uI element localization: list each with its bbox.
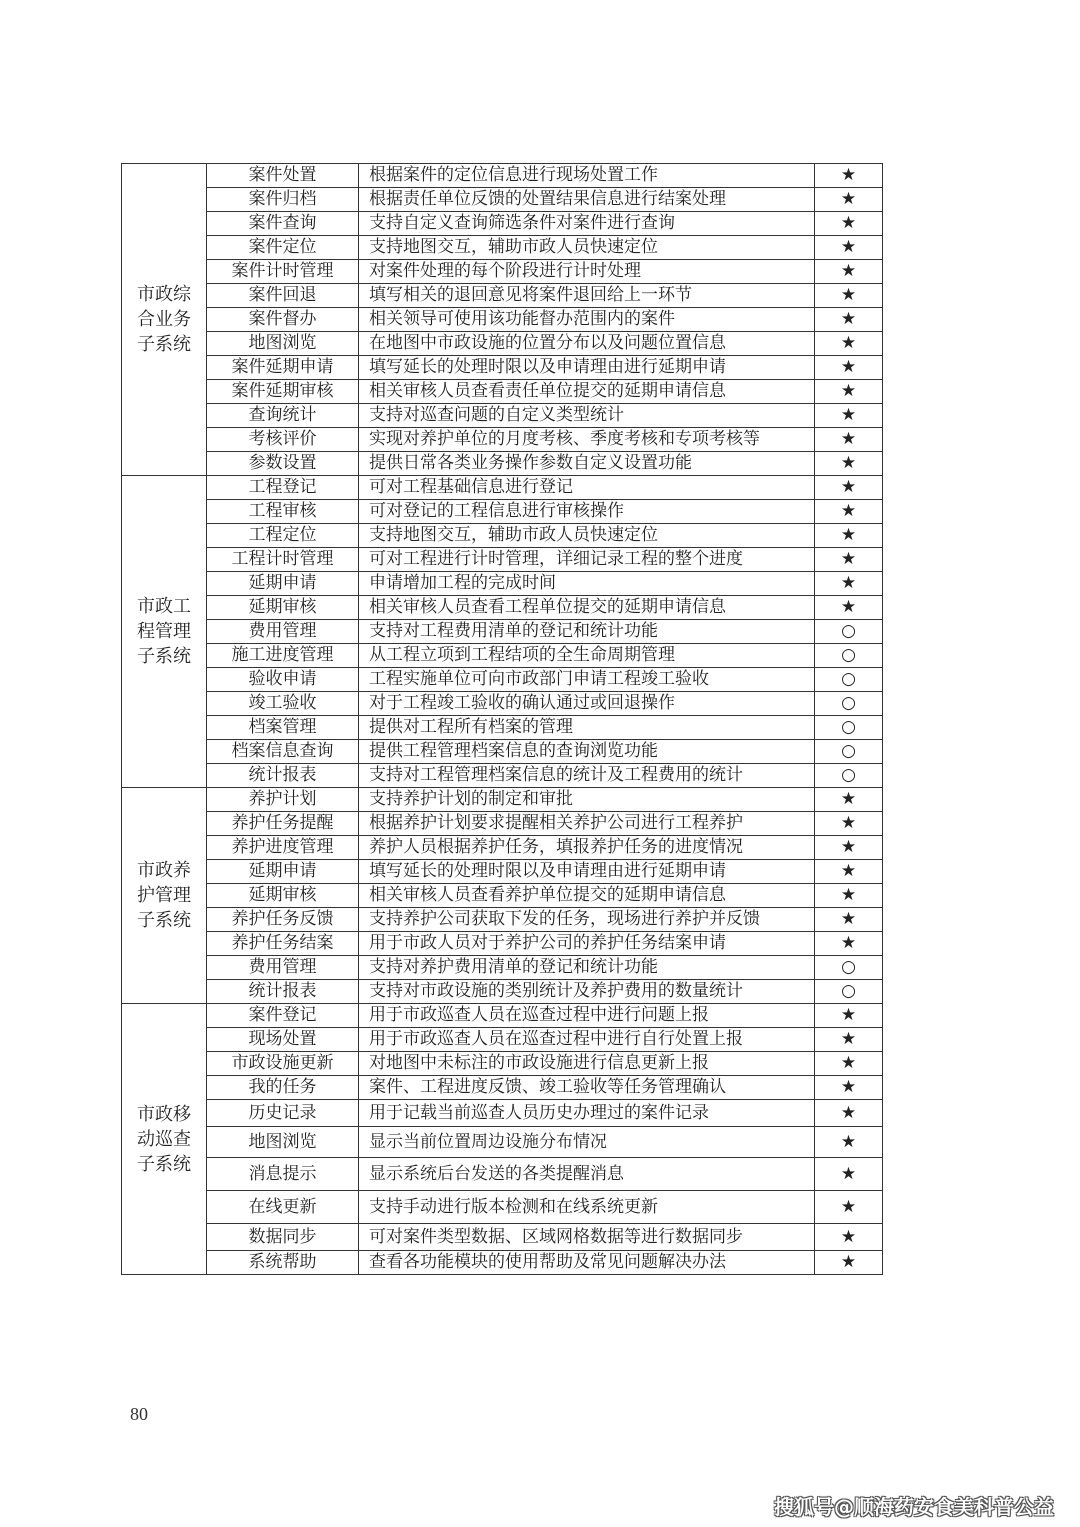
requirement-mark: ★ bbox=[815, 284, 883, 308]
table-row bbox=[122, 524, 883, 548]
requirement-mark: ★ bbox=[815, 164, 883, 188]
table-row bbox=[122, 1076, 883, 1100]
function-description: 可对案件类型数据、区域网格数据等进行数据同步 bbox=[359, 1224, 815, 1251]
function-description: 支持地图交互，辅助市政人员快速定位 bbox=[359, 524, 815, 548]
function-description: 从工程立项到工程结项的全生命周期管理 bbox=[359, 644, 815, 668]
function-name: 养护进度管理 bbox=[207, 836, 359, 860]
table-row bbox=[122, 692, 883, 716]
function-name: 案件定位 bbox=[207, 236, 359, 260]
requirement-mark: ★ bbox=[815, 1028, 883, 1052]
table-row bbox=[122, 1191, 883, 1224]
function-description: 根据案件的定位信息进行现场处置工作 bbox=[359, 164, 815, 188]
table-row bbox=[122, 812, 883, 836]
function-name: 我的任务 bbox=[207, 1076, 359, 1100]
function-description: 工程实施单位可向市政部门申请工程竣工验收 bbox=[359, 668, 815, 692]
requirement-mark: ★ bbox=[815, 356, 883, 380]
function-name: 案件处置 bbox=[207, 164, 359, 188]
table-row bbox=[122, 380, 883, 404]
function-name: 查询统计 bbox=[207, 404, 359, 428]
function-name: 施工进度管理 bbox=[207, 644, 359, 668]
requirement-mark: ★ bbox=[815, 1004, 883, 1028]
function-name: 延期审核 bbox=[207, 884, 359, 908]
function-name: 档案管理 bbox=[207, 716, 359, 740]
table-row bbox=[122, 980, 883, 1004]
table-row bbox=[122, 908, 883, 932]
subsystem-name: 市政养护管理子系统 bbox=[122, 788, 207, 1004]
function-description: 用于市政人员对于养护公司的养护任务结案申请 bbox=[359, 932, 815, 956]
table-row bbox=[122, 1127, 883, 1158]
function-description: 支持自定义查询筛选条件对案件进行查询 bbox=[359, 212, 815, 236]
function-name: 市政设施更新 bbox=[207, 1052, 359, 1076]
subsystem-name: 市政工程管理子系统 bbox=[122, 476, 207, 788]
function-description: 申请增加工程的完成时间 bbox=[359, 572, 815, 596]
table-row bbox=[122, 1004, 883, 1028]
function-name: 竣工验收 bbox=[207, 692, 359, 716]
requirement-mark: ★ bbox=[815, 596, 883, 620]
requirement-mark: ★ bbox=[815, 428, 883, 452]
function-name: 考核评价 bbox=[207, 428, 359, 452]
requirement-mark: ○ bbox=[815, 956, 883, 980]
function-name: 工程登记 bbox=[207, 476, 359, 500]
function-name: 案件归档 bbox=[207, 188, 359, 212]
requirement-mark: ○ bbox=[815, 668, 883, 692]
function-description: 可对登记的工程信息进行审核操作 bbox=[359, 500, 815, 524]
requirement-mark: ★ bbox=[815, 1100, 883, 1127]
table-row bbox=[122, 236, 883, 260]
requirement-mark: ★ bbox=[815, 836, 883, 860]
function-name: 地图浏览 bbox=[207, 332, 359, 356]
function-description: 实现对养护单位的月度考核、季度考核和专项考核等 bbox=[359, 428, 815, 452]
function-description: 用于记载当前巡查人员历史办理过的案件记录 bbox=[359, 1100, 815, 1127]
function-description: 相关审核人员查看养护单位提交的延期申请信息 bbox=[359, 884, 815, 908]
table-row bbox=[122, 1028, 883, 1052]
table-row bbox=[122, 764, 883, 788]
function-description: 支持对市政设施的类别统计及养护费用的数量统计 bbox=[359, 980, 815, 1004]
function-name: 案件延期申请 bbox=[207, 356, 359, 380]
requirement-mark: ★ bbox=[815, 332, 883, 356]
requirement-mark: ★ bbox=[815, 212, 883, 236]
page-number: 80 bbox=[130, 1404, 148, 1424]
function-description: 对案件处理的每个阶段进行计时处理 bbox=[359, 260, 815, 284]
function-description: 可对工程基础信息进行登记 bbox=[359, 476, 815, 500]
function-description: 查看各功能模块的使用帮助及常见问题解决办法 bbox=[359, 1251, 815, 1275]
table-row bbox=[122, 884, 883, 908]
function-description: 支持养护公司获取下发的任务，现场进行养护并反馈 bbox=[359, 908, 815, 932]
function-description: 显示当前位置周边设施分布情况 bbox=[359, 1127, 815, 1158]
function-name: 养护任务结案 bbox=[207, 932, 359, 956]
table-row bbox=[122, 260, 883, 284]
requirement-mark: ★ bbox=[815, 404, 883, 428]
function-name: 案件督办 bbox=[207, 308, 359, 332]
requirement-mark: ★ bbox=[815, 308, 883, 332]
function-description: 用于市政巡查人员在巡查过程中进行自行处置上报 bbox=[359, 1028, 815, 1052]
requirement-mark: ★ bbox=[815, 932, 883, 956]
function-description: 填写延长的处理时限以及申请理由进行延期申请 bbox=[359, 860, 815, 884]
table-row bbox=[122, 1100, 883, 1127]
feature-table-body bbox=[122, 164, 883, 1275]
function-name: 案件计时管理 bbox=[207, 260, 359, 284]
table-row bbox=[122, 668, 883, 692]
function-name: 养护任务提醒 bbox=[207, 812, 359, 836]
requirement-mark: ★ bbox=[815, 236, 883, 260]
function-name: 费用管理 bbox=[207, 620, 359, 644]
subsystem-name: 市政综合业务子系统 bbox=[122, 164, 207, 476]
function-description: 提供日常各类业务操作参数自定义设置功能 bbox=[359, 452, 815, 476]
watermark: 搜狐号@顺海药安食美科普公益 bbox=[774, 1495, 1054, 1519]
requirement-mark: ○ bbox=[815, 740, 883, 764]
function-description: 提供工程管理档案信息的查询浏览功能 bbox=[359, 740, 815, 764]
subsystem-name: 市政移动巡查子系统 bbox=[122, 1004, 207, 1275]
table-row bbox=[122, 1224, 883, 1251]
function-name: 系统帮助 bbox=[207, 1251, 359, 1275]
requirement-mark: ★ bbox=[815, 1158, 883, 1191]
function-description: 相关审核人员查看责任单位提交的延期申请信息 bbox=[359, 380, 815, 404]
requirement-mark: ★ bbox=[815, 1224, 883, 1251]
requirement-mark: ★ bbox=[815, 1251, 883, 1275]
requirement-mark: ★ bbox=[815, 572, 883, 596]
function-description: 对地图中未标注的市政设施进行信息更新上报 bbox=[359, 1052, 815, 1076]
requirement-mark: ★ bbox=[815, 908, 883, 932]
table-row bbox=[122, 548, 883, 572]
requirement-mark: ○ bbox=[815, 620, 883, 644]
table-row bbox=[122, 428, 883, 452]
table-row bbox=[122, 164, 883, 188]
function-description: 可对工程进行计时管理，详细记录工程的整个进度 bbox=[359, 548, 815, 572]
function-description: 支持养护计划的制定和审批 bbox=[359, 788, 815, 812]
requirement-mark: ○ bbox=[815, 692, 883, 716]
function-name: 养护任务反馈 bbox=[207, 908, 359, 932]
table-row bbox=[122, 188, 883, 212]
requirement-mark: ★ bbox=[815, 1191, 883, 1224]
function-description: 支持对巡查问题的自定义类型统计 bbox=[359, 404, 815, 428]
table-row bbox=[122, 836, 883, 860]
function-name: 统计报表 bbox=[207, 980, 359, 1004]
requirement-mark: ★ bbox=[815, 884, 883, 908]
function-name: 案件查询 bbox=[207, 212, 359, 236]
table-row bbox=[122, 284, 883, 308]
requirement-mark: ○ bbox=[815, 644, 883, 668]
table-row bbox=[122, 308, 883, 332]
requirement-mark: ★ bbox=[815, 548, 883, 572]
function-name: 在线更新 bbox=[207, 1191, 359, 1224]
function-description: 相关领导可使用该功能督办范围内的案件 bbox=[359, 308, 815, 332]
function-description: 填写延长的处理时限以及申请理由进行延期申请 bbox=[359, 356, 815, 380]
requirement-mark: ★ bbox=[815, 524, 883, 548]
table-row bbox=[122, 476, 883, 500]
function-description: 案件、工程进度反馈、竣工验收等任务管理确认 bbox=[359, 1076, 815, 1100]
function-name: 案件延期审核 bbox=[207, 380, 359, 404]
table-row bbox=[122, 644, 883, 668]
function-description: 支持对养护费用清单的登记和统计功能 bbox=[359, 956, 815, 980]
function-description: 填写相关的退回意见将案件退回给上一环节 bbox=[359, 284, 815, 308]
table-row bbox=[122, 716, 883, 740]
function-description: 支持对工程管理档案信息的统计及工程费用的统计 bbox=[359, 764, 815, 788]
function-description: 支持地图交互，辅助市政人员快速定位 bbox=[359, 236, 815, 260]
function-name: 工程计时管理 bbox=[207, 548, 359, 572]
function-name: 地图浏览 bbox=[207, 1127, 359, 1158]
function-description: 提供对工程所有档案的管理 bbox=[359, 716, 815, 740]
requirement-mark: ○ bbox=[815, 716, 883, 740]
function-name: 费用管理 bbox=[207, 956, 359, 980]
table-row bbox=[122, 500, 883, 524]
feature-table bbox=[121, 163, 883, 1275]
function-description: 用于市政巡查人员在巡查过程中进行问题上报 bbox=[359, 1004, 815, 1028]
function-name: 档案信息查询 bbox=[207, 740, 359, 764]
function-description: 根据养护计划要求提醒相关养护公司进行工程养护 bbox=[359, 812, 815, 836]
requirement-mark: ○ bbox=[815, 764, 883, 788]
function-description: 支持对工程费用清单的登记和统计功能 bbox=[359, 620, 815, 644]
table-row bbox=[122, 452, 883, 476]
function-description: 养护人员根据养护任务，填报养护任务的进度情况 bbox=[359, 836, 815, 860]
table-row bbox=[122, 572, 883, 596]
function-name: 消息提示 bbox=[207, 1158, 359, 1191]
function-name: 参数设置 bbox=[207, 452, 359, 476]
requirement-mark: ★ bbox=[815, 452, 883, 476]
function-name: 历史记录 bbox=[207, 1100, 359, 1127]
table-row bbox=[122, 620, 883, 644]
function-description: 相关审核人员查看工程单位提交的延期申请信息 bbox=[359, 596, 815, 620]
function-description: 根据责任单位反馈的处置结果信息进行结案处理 bbox=[359, 188, 815, 212]
requirement-mark: ★ bbox=[815, 380, 883, 404]
function-name: 工程定位 bbox=[207, 524, 359, 548]
function-description: 对于工程竣工验收的确认通过或回退操作 bbox=[359, 692, 815, 716]
table-row bbox=[122, 740, 883, 764]
table-row bbox=[122, 596, 883, 620]
requirement-mark: ★ bbox=[815, 476, 883, 500]
function-name: 延期申请 bbox=[207, 572, 359, 596]
requirement-mark: ★ bbox=[815, 188, 883, 212]
requirement-mark: ★ bbox=[815, 1076, 883, 1100]
function-name: 案件回退 bbox=[207, 284, 359, 308]
function-name: 现场处置 bbox=[207, 1028, 359, 1052]
function-description: 显示系统后台发送的各类提醒消息 bbox=[359, 1158, 815, 1191]
table-row bbox=[122, 788, 883, 812]
requirement-mark: ★ bbox=[815, 812, 883, 836]
requirement-mark: ★ bbox=[815, 500, 883, 524]
requirement-mark: ○ bbox=[815, 980, 883, 1004]
function-name: 延期审核 bbox=[207, 596, 359, 620]
function-name: 验收申请 bbox=[207, 668, 359, 692]
table-row bbox=[122, 356, 883, 380]
table-row bbox=[122, 1158, 883, 1191]
function-description: 在地图中市政设施的位置分布以及问题位置信息 bbox=[359, 332, 815, 356]
requirement-mark: ★ bbox=[815, 860, 883, 884]
function-name: 工程审核 bbox=[207, 500, 359, 524]
function-description: 支持手动进行版本检测和在线系统更新 bbox=[359, 1191, 815, 1224]
requirement-mark: ★ bbox=[815, 1127, 883, 1158]
requirement-mark: ★ bbox=[815, 260, 883, 284]
requirement-mark: ★ bbox=[815, 1052, 883, 1076]
table-row bbox=[122, 332, 883, 356]
function-name: 案件登记 bbox=[207, 1004, 359, 1028]
table-row bbox=[122, 1052, 883, 1076]
table-row bbox=[122, 212, 883, 236]
function-name: 养护计划 bbox=[207, 788, 359, 812]
table-row bbox=[122, 1251, 883, 1275]
table-row bbox=[122, 932, 883, 956]
function-name: 数据同步 bbox=[207, 1224, 359, 1251]
table-row bbox=[122, 860, 883, 884]
requirement-mark: ★ bbox=[815, 788, 883, 812]
table-row bbox=[122, 404, 883, 428]
function-name: 统计报表 bbox=[207, 764, 359, 788]
function-name: 延期申请 bbox=[207, 860, 359, 884]
table-row bbox=[122, 956, 883, 980]
